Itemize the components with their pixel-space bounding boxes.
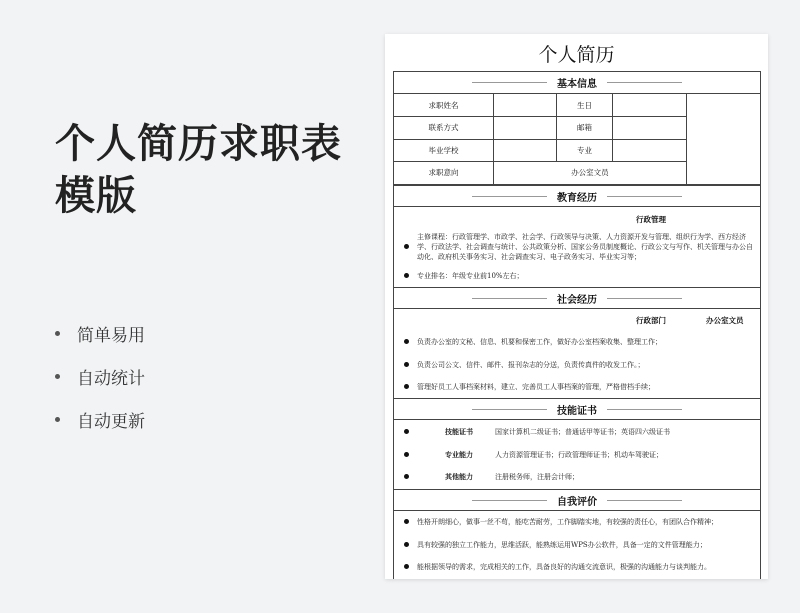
intent-value: 办公室文员 — [493, 162, 686, 185]
feature-label: 自动更新 — [77, 412, 145, 432]
bullet-icon — [55, 331, 60, 336]
bullet-icon — [404, 244, 409, 249]
skill-row: 其他能力 注册税务师，注册会计师； — [404, 472, 759, 482]
feature-list — [55, 312, 145, 441]
photo-cell — [686, 94, 760, 184]
resume-preview — [385, 34, 768, 579]
bullet-icon — [404, 362, 409, 367]
school-label: 毕业学校 — [394, 139, 493, 162]
bullet-icon — [404, 564, 409, 569]
section-social-heading: 社会经历 — [394, 287, 760, 309]
section-skills-heading: 技能证书 — [394, 398, 760, 420]
name-label: 求职姓名 — [394, 94, 493, 117]
feature-item — [55, 312, 145, 355]
section-education-heading: 教育经历 — [394, 185, 760, 207]
birth-label: 生日 — [556, 94, 613, 117]
bullet-icon — [404, 384, 409, 389]
bullet-icon — [55, 374, 60, 379]
major-label: 专业 — [556, 139, 613, 162]
bullet-icon — [404, 452, 409, 457]
bullet-icon — [404, 474, 409, 479]
bullet-icon — [404, 429, 409, 434]
social-role: 办公室文员 — [706, 316, 744, 325]
name-value — [493, 94, 556, 117]
birth-value — [613, 94, 687, 117]
bullet-icon — [55, 417, 60, 422]
intent-label: 求职意向 — [394, 162, 493, 185]
social-dept: 行政部门 — [636, 316, 666, 325]
contact-value — [493, 117, 556, 140]
feature-item — [55, 398, 145, 441]
contact-label: 联系方式 — [394, 117, 493, 140]
feature-label: 自动统计 — [77, 369, 145, 389]
education-item: 专业排名：年级专业前10%左右； — [404, 271, 759, 281]
promo-title: 个人简历求职表模版 — [55, 121, 342, 219]
self-eval-item: 能根据领导的需求，完成相关的工作，具备良好的沟通交流意识，极强的沟通能力与谈判能力。 — [404, 562, 759, 572]
bullet-icon — [404, 339, 409, 344]
self-eval-item: 具有较强的独立工作能力，思维活跃，能熟练运用WPS办公软件，具备一定的文件管理能力； — [404, 540, 759, 550]
bullet-icon — [404, 519, 409, 524]
social-item: 负责办公室的文秘、信息、机要和保密工作，做好办公室档案收集、整理工作； — [404, 337, 759, 347]
email-value — [613, 117, 687, 140]
bullet-icon — [404, 273, 409, 278]
school-value — [493, 139, 556, 162]
education-major: 行政管理 — [636, 215, 666, 224]
feature-label: 简单易用 — [77, 326, 145, 346]
social-item: 管理好员工人事档案材料，建立、完善员工人事档案的管理，严格借档手续； — [404, 382, 759, 392]
major-value — [613, 139, 687, 162]
section-self-eval-heading: 自我评价 — [394, 489, 760, 511]
resume-frame — [393, 71, 761, 579]
skill-row: 技能证书 国家计算机二级证书；普通话甲等证书；英语四六级证书 — [404, 427, 759, 437]
social-item: 负责公司公文、信件、邮件、报刊杂志的分送，负责传真件的收发工作。； — [404, 360, 759, 370]
basic-info-table — [394, 94, 760, 185]
bullet-icon — [404, 542, 409, 547]
section-basic-heading: 基本信息 — [394, 72, 760, 94]
skill-row: 专业能力 人力资源管理证书；行政管理师证书；机动车驾驶证； — [404, 450, 759, 460]
education-item: 主修课程：行政管理学、市政学、社会学、行政领导与决策、人力资源开发与管理、组织行为学、西方经济学、行政法学、社会调查与统计、公共政策分析、国家公务员制度概论、行政公文与写作、机关管理与办公自动化、政府机关事务实习、社会调查实习、电子政务实习、毕业实习等； — [404, 232, 759, 262]
self-eval-item: 性格开朗细心，做事一丝不苟，能吃苦耐劳，工作脚踏实地，有较强的责任心，有团队合作精神； — [404, 517, 759, 527]
email-label: 邮箱 — [556, 117, 613, 140]
resume-title: 个人简历 — [538, 44, 615, 66]
feature-item — [55, 355, 145, 398]
